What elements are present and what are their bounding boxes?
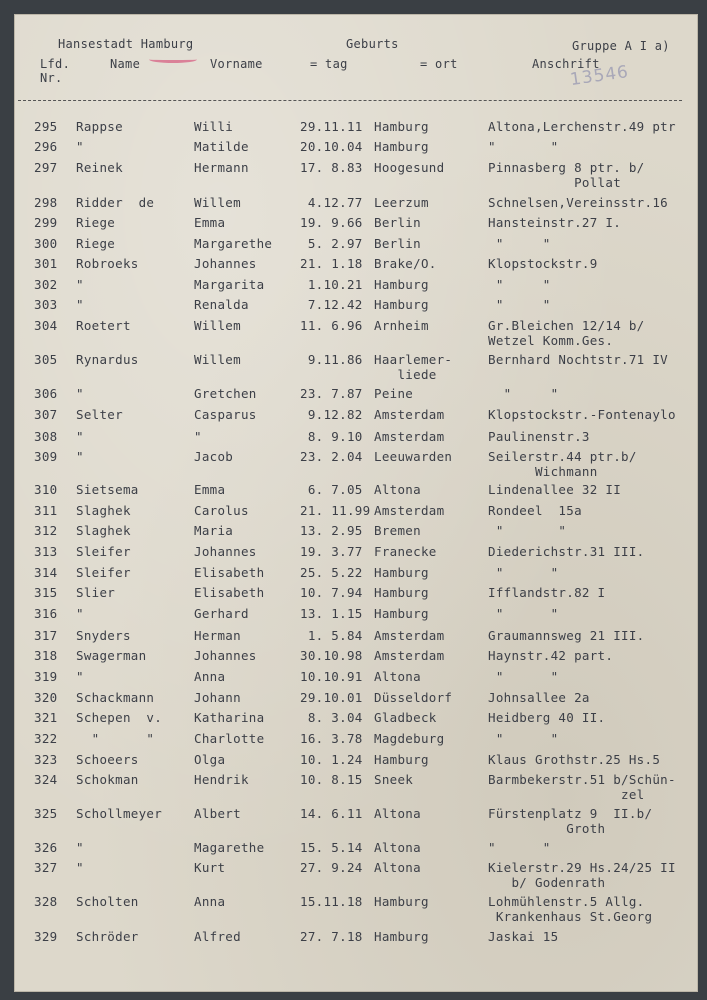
table-row xyxy=(14,160,698,196)
entry-address: Barmbekerstr.51 b/Schün- zel xyxy=(488,772,676,802)
entry-address: Klaus Grothstr.25 Hs.5 xyxy=(488,752,661,767)
table-row xyxy=(14,929,698,965)
entry-number: 320 xyxy=(34,690,58,705)
entry-address: " " xyxy=(488,523,567,538)
entry-number: 305 xyxy=(34,352,58,367)
entry-number: 302 xyxy=(34,277,58,292)
entry-firstname: Hendrik xyxy=(194,772,249,787)
entry-birth-date: 10. 7.94 xyxy=(300,585,363,600)
entry-address: Bernhard Nochtstr.71 IV xyxy=(488,352,668,367)
entry-address: " " xyxy=(488,565,559,580)
table-row xyxy=(14,806,698,842)
entry-number: 299 xyxy=(34,215,58,230)
entry-birth-date: 23. 2.04 xyxy=(300,449,363,464)
entry-firstname: Matilde xyxy=(194,139,249,154)
entry-firstname: Casparus xyxy=(194,407,257,422)
entry-surname: " xyxy=(76,297,84,312)
entry-address: " " xyxy=(488,236,551,251)
entry-birth-place: Brake/O. xyxy=(374,256,437,271)
entry-birth-place: Hamburg xyxy=(374,565,429,580)
table-row xyxy=(14,894,698,930)
entry-number: 298 xyxy=(34,195,58,210)
entry-surname: " xyxy=(76,606,84,621)
entry-surname: Selter xyxy=(76,407,123,422)
entry-birth-place: Hamburg xyxy=(374,894,429,909)
entry-address: Hansteinstr.27 I. xyxy=(488,215,622,230)
entry-number: 304 xyxy=(34,318,58,333)
entry-firstname: Emma xyxy=(194,482,226,497)
table-row xyxy=(14,352,698,388)
entry-birth-place: Franecke xyxy=(374,544,437,559)
entry-firstname: Hermann xyxy=(194,160,249,175)
entry-birth-date: 27. 9.24 xyxy=(300,860,363,875)
entry-firstname: Jacob xyxy=(194,449,234,464)
entry-address: " " xyxy=(488,277,551,292)
entry-firstname: Carolus xyxy=(194,503,249,518)
entry-firstname: Johann xyxy=(194,690,241,705)
entry-birth-date: 7.12.42 xyxy=(300,297,363,312)
entry-address: Seilerstr.44 ptr.b/ Wichmann xyxy=(488,449,637,479)
entry-firstname: Albert xyxy=(194,806,241,821)
entry-number: 319 xyxy=(34,669,58,684)
column-ort: = ort xyxy=(420,57,458,71)
entry-address: Haynstr.42 part. xyxy=(488,648,614,663)
entry-birth-place: Hamburg xyxy=(374,139,429,154)
entry-surname: " " xyxy=(76,731,155,746)
entry-address: Altona,Lerchenstr.49 ptr xyxy=(488,119,676,134)
entry-address: Pinnasberg 8 ptr. b/ Pollat xyxy=(488,160,645,190)
entry-birth-place: Hamburg xyxy=(374,277,429,292)
entry-firstname: Willem xyxy=(194,195,241,210)
entry-birth-date: 29.10.01 xyxy=(300,690,363,705)
entry-birth-date: 10. 1.24 xyxy=(300,752,363,767)
entry-address: Klopstockstr.-Fontenaylo xyxy=(488,407,676,422)
entry-number: 325 xyxy=(34,806,58,821)
entry-birth-date: 27. 7.18 xyxy=(300,929,363,944)
column-nr: Nr. xyxy=(40,71,63,85)
entry-number: 324 xyxy=(34,772,58,787)
entry-number: 321 xyxy=(34,710,58,725)
red-underline-mark xyxy=(149,56,197,63)
entry-firstname: Katharina xyxy=(194,710,265,725)
entry-birth-date: 8. 9.10 xyxy=(300,429,363,444)
table-row xyxy=(14,449,698,485)
entry-firstname: Herman xyxy=(194,628,241,643)
entry-birth-date: 15.11.18 xyxy=(300,894,363,909)
entry-surname: " xyxy=(76,860,84,875)
entry-birth-place: Hamburg xyxy=(374,929,429,944)
entry-number: 313 xyxy=(34,544,58,559)
entry-surname: " xyxy=(76,277,84,292)
entry-birth-date: 14. 6.11 xyxy=(300,806,363,821)
entry-surname: " xyxy=(76,429,84,444)
entry-birth-place: Altona xyxy=(374,806,421,821)
entry-birth-date: 9.12.82 xyxy=(300,407,363,422)
entry-number: 328 xyxy=(34,894,58,909)
column-vorname: Vorname xyxy=(210,57,263,71)
entry-surname: Slaghek xyxy=(76,523,131,538)
punch-hole xyxy=(698,986,707,995)
entry-birth-place: Amsterdam xyxy=(374,648,445,663)
entry-surname: " xyxy=(76,669,84,684)
entry-birth-date: 25. 5.22 xyxy=(300,565,363,580)
entry-surname: Sietsema xyxy=(76,482,139,497)
entry-address: Heidberg 40 II. xyxy=(488,710,606,725)
entry-address: Schnelsen,Vereinsstr.16 xyxy=(488,195,668,210)
entry-number: 301 xyxy=(34,256,58,271)
entry-firstname: Magarethe xyxy=(194,840,265,855)
entry-firstname: Maria xyxy=(194,523,234,538)
entry-surname: " xyxy=(76,139,84,154)
entry-number: 326 xyxy=(34,840,58,855)
entry-birth-date: 1. 5.84 xyxy=(300,628,363,643)
entry-number: 312 xyxy=(34,523,58,538)
entry-birth-place: Amsterdam xyxy=(374,503,445,518)
entry-birth-date: 9.11.86 xyxy=(300,352,363,367)
entry-surname: Ridder de xyxy=(76,195,155,210)
entry-surname: Rynardus xyxy=(76,352,139,367)
entry-firstname: Elisabeth xyxy=(194,565,265,580)
entry-birth-date: 29.11.11 xyxy=(300,119,363,134)
entry-birth-date: 8. 3.04 xyxy=(300,710,363,725)
entry-surname: Slaghek xyxy=(76,503,131,518)
entry-address: " " xyxy=(488,297,551,312)
entry-surname: " xyxy=(76,840,84,855)
entry-birth-place: Sneek xyxy=(374,772,414,787)
entry-number: 303 xyxy=(34,297,58,312)
entry-firstname: Gretchen xyxy=(194,386,257,401)
entry-firstname: Gerhard xyxy=(194,606,249,621)
entry-address: Gr.Bleichen 12/14 b/ Wetzel Komm.Ges. xyxy=(488,318,645,348)
column-tag: = tag xyxy=(310,57,348,71)
table-row xyxy=(14,772,698,808)
entry-firstname: Willem xyxy=(194,318,241,333)
entry-address: Klopstockstr.9 xyxy=(488,256,598,271)
header-city: Hansestadt Hamburg xyxy=(58,37,194,51)
entry-firstname: Willem xyxy=(194,352,241,367)
entry-surname: Schackmann xyxy=(76,690,155,705)
entry-firstname: Johannes xyxy=(194,256,257,271)
entry-birth-date: 15. 5.14 xyxy=(300,840,363,855)
header-birth-label: Geburts xyxy=(346,37,399,51)
entry-birth-place: Berlin xyxy=(374,215,421,230)
entry-birth-place: Altona xyxy=(374,669,421,684)
entry-birth-date: 1.10.21 xyxy=(300,277,363,292)
entry-number: 314 xyxy=(34,565,58,580)
entry-address: " " xyxy=(488,669,559,684)
entry-firstname: Alfred xyxy=(194,929,241,944)
entry-surname: Scholten xyxy=(76,894,139,909)
entry-birth-place: Hamburg xyxy=(374,585,429,600)
entry-surname: Schepen v. xyxy=(76,710,163,725)
column-name: Name xyxy=(110,57,141,71)
entry-birth-place: Hamburg xyxy=(374,606,429,621)
column-lfd: Lfd. xyxy=(40,57,71,71)
entry-birth-place: Hamburg xyxy=(374,119,429,134)
entry-birth-place: Hamburg xyxy=(374,752,429,767)
entry-address: " " xyxy=(488,731,559,746)
entry-birth-date: 6. 7.05 xyxy=(300,482,363,497)
entry-birth-date: 30.10.98 xyxy=(300,648,363,663)
entry-birth-date: 21. 1.18 xyxy=(300,256,363,271)
entry-firstname: Charlotte xyxy=(194,731,265,746)
entry-birth-place: Amsterdam xyxy=(374,429,445,444)
entry-surname: Schröder xyxy=(76,929,139,944)
entry-birth-date: 10.10.91 xyxy=(300,669,363,684)
entry-birth-place: Altona xyxy=(374,860,421,875)
entry-birth-place: Altona xyxy=(374,840,421,855)
entry-birth-date: 5. 2.97 xyxy=(300,236,363,251)
entry-firstname: Margarita xyxy=(194,277,265,292)
entry-birth-date: 4.12.77 xyxy=(300,195,363,210)
entry-firstname: Willi xyxy=(194,119,234,134)
entry-number: 307 xyxy=(34,407,58,422)
entry-firstname: Johannes xyxy=(194,648,257,663)
entry-number: 295 xyxy=(34,119,58,134)
entry-birth-date: 23. 7.87 xyxy=(300,386,363,401)
entry-firstname: Margarethe xyxy=(194,236,273,251)
entry-address: Graumannsweg 21 III. xyxy=(488,628,645,643)
entry-address: Paulinenstr.3 xyxy=(488,429,590,444)
table-row xyxy=(14,318,698,354)
entry-firstname: Johannes xyxy=(194,544,257,559)
entry-surname: Swagerman xyxy=(76,648,147,663)
entry-address: Rondeel 15a xyxy=(488,503,582,518)
entry-number: 317 xyxy=(34,628,58,643)
entry-number: 300 xyxy=(34,236,58,251)
entry-birth-place: Peine xyxy=(374,386,414,401)
entry-number: 316 xyxy=(34,606,58,621)
entry-birth-place: Haarlemer- liede xyxy=(374,352,453,382)
entry-firstname: " xyxy=(194,429,202,444)
entry-number: 323 xyxy=(34,752,58,767)
document-page xyxy=(14,14,698,992)
entry-surname: Schollmeyer xyxy=(76,806,163,821)
entry-firstname: Kurt xyxy=(194,860,226,875)
entry-address: " " xyxy=(488,139,559,154)
entry-birth-place: Leerzum xyxy=(374,195,429,210)
entry-address: Diederichstr.31 III. xyxy=(488,544,645,559)
entry-address: Lindenallee 32 II xyxy=(488,482,622,497)
entry-number: 308 xyxy=(34,429,58,444)
entry-address: Jaskai 15 xyxy=(488,929,559,944)
entry-surname: Sleifer xyxy=(76,544,131,559)
header-group: Gruppe A I a) xyxy=(572,39,670,53)
column-anschrift: Anschrift xyxy=(532,57,600,71)
entry-number: 306 xyxy=(34,386,58,401)
entry-birth-date: 21. 11.99 xyxy=(300,503,371,518)
entry-birth-place: Berlin xyxy=(374,236,421,251)
entry-firstname: Renalda xyxy=(194,297,249,312)
entry-birth-place: Magdeburg xyxy=(374,731,445,746)
entry-firstname: Elisabeth xyxy=(194,585,265,600)
entry-address: Lohmühlenstr.5 Allg. Krankenhaus St.Georg xyxy=(488,894,653,924)
entry-address: Ifflandstr.82 I xyxy=(488,585,606,600)
entry-firstname: Emma xyxy=(194,215,226,230)
entry-surname: Snyders xyxy=(76,628,131,643)
entry-birth-date: 13. 1.15 xyxy=(300,606,363,621)
entry-surname: Reinek xyxy=(76,160,123,175)
entry-firstname: Anna xyxy=(194,669,226,684)
entry-birth-date: 19. 9.66 xyxy=(300,215,363,230)
entry-surname: " xyxy=(76,386,84,401)
entry-birth-date: 13. 2.95 xyxy=(300,523,363,538)
entry-birth-place: Bremen xyxy=(374,523,421,538)
entry-surname: Schoeers xyxy=(76,752,139,767)
entry-birth-place: Hamburg xyxy=(374,297,429,312)
entry-surname: Sleifer xyxy=(76,565,131,580)
entry-firstname: Anna xyxy=(194,894,226,909)
entry-birth-place: Arnheim xyxy=(374,318,429,333)
entry-firstname: Olga xyxy=(194,752,226,767)
entry-birth-date: 11. 6.96 xyxy=(300,318,363,333)
entry-birth-date: 10. 8.15 xyxy=(300,772,363,787)
entry-birth-place: Leeuwarden xyxy=(374,449,453,464)
entry-address: " " xyxy=(488,840,551,855)
entry-surname: Robroeks xyxy=(76,256,139,271)
entry-number: 309 xyxy=(34,449,58,464)
entry-surname: Riege xyxy=(76,215,116,230)
entry-number: 315 xyxy=(34,585,58,600)
entry-address: Fürstenplatz 9 II.b/ Groth xyxy=(488,806,653,836)
entry-birth-date: 17. 8.83 xyxy=(300,160,363,175)
entry-birth-place: Altona xyxy=(374,482,421,497)
entry-number: 318 xyxy=(34,648,58,663)
entry-number: 310 xyxy=(34,482,58,497)
entry-address: Johnsallee 2a xyxy=(488,690,590,705)
entry-birth-place: Düsseldorf xyxy=(374,690,453,705)
punch-hole xyxy=(698,16,707,25)
entry-address: " " xyxy=(488,606,559,621)
entry-number: 329 xyxy=(34,929,58,944)
entry-number: 327 xyxy=(34,860,58,875)
entry-birth-place: Hoogesund xyxy=(374,160,445,175)
entry-surname: Schokman xyxy=(76,772,139,787)
entry-birth-place: Gladbeck xyxy=(374,710,437,725)
entry-address: " " xyxy=(488,386,559,401)
entry-surname: " xyxy=(76,449,84,464)
entry-surname: Rappse xyxy=(76,119,123,134)
entry-surname: Riege xyxy=(76,236,116,251)
pencil-annotation: 13546 xyxy=(568,61,631,91)
entry-surname: Slier xyxy=(76,585,116,600)
entry-address: Kielerstr.29 Hs.24/25 II b/ Godenrath xyxy=(488,860,676,890)
entry-number: 322 xyxy=(34,731,58,746)
entry-number: 297 xyxy=(34,160,58,175)
entry-number: 311 xyxy=(34,503,58,518)
table-row xyxy=(14,860,698,896)
entry-birth-place: Amsterdam xyxy=(374,628,445,643)
entry-birth-place: Amsterdam xyxy=(374,407,445,422)
entry-birth-date: 16. 3.78 xyxy=(300,731,363,746)
entry-surname: Roetert xyxy=(76,318,131,333)
entry-birth-date: 19. 3.77 xyxy=(300,544,363,559)
header-divider xyxy=(18,100,682,101)
entry-number: 296 xyxy=(34,139,58,154)
entry-birth-date: 20.10.04 xyxy=(300,139,363,154)
